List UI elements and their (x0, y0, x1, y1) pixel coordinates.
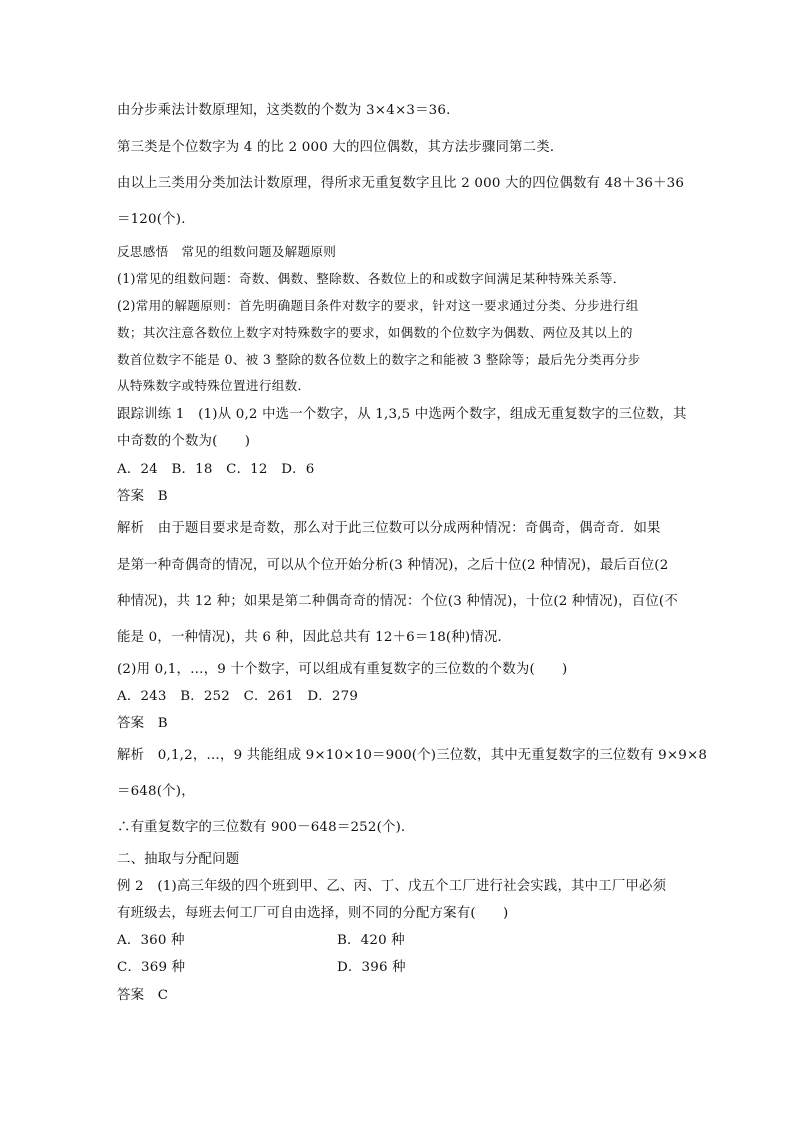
answer-options: A．243 B．252 C．261 D．279 (117, 689, 359, 704)
analysis-text: 解析 0,1,2，…，9 共能组成 9×10×10＝900(个)三位数，其中无重复数字的三位数有 9×9×8 (117, 748, 708, 763)
analysis-text: 种情况)，共 12 种；如果是第二种偶奇奇的情况：个位(3 种情况)，十位(2 种情况)，百位(不 (117, 594, 678, 609)
exercise-heading: 跟踪训练 1 (1)从 0,2 中选一个数字，从 1,3,5 中选两个数字，组成无重复数字的三位数，其 (117, 407, 687, 422)
text-line: 由以上三类用分类加法计数原理，得所求无重复数字且比 2 000 大的四位偶数有 48＋36＋36 (117, 176, 685, 191)
example-heading: 例 2 (1)高三年级的四个班到甲、乙、丙、丁、戊五个工厂进行社会实践，其中工厂甲必须 (117, 879, 667, 894)
option-b: B．420 种 (337, 933, 405, 948)
answer-label: 答案 B (117, 489, 168, 504)
option-c: C．369 种 (117, 960, 186, 975)
answer-options-row (117, 956, 406, 975)
analysis-text: 解析 由于题目要求是奇数，那么对于此三位数可以分成两种情况：奇偶奇，偶奇奇．如果 (117, 521, 661, 536)
text-line: 中奇数的个数为( ) (117, 434, 251, 449)
text-line: 数；其次注意各数位上数字对特殊数字的要求，如偶数的个位数字为偶数、两位及其以上的 (117, 325, 633, 340)
answer-label: 答案 C (117, 988, 169, 1003)
text-line: 数首位数字不能是 0、被 3 整除的数各位数上的数字之和能被 3 整除等；最后先分类再分步 (117, 352, 641, 367)
text-line: 由分步乘法计数原理知，这类数的个数为 3×4×3＝36. (117, 103, 451, 118)
answer-options: A．24 B．18 C．12 D．6 (117, 462, 315, 477)
text-line: ＝120(个)． (117, 212, 195, 227)
option-a: A．360 种 (117, 933, 185, 948)
section-heading: 二、抽取与分配问题 (117, 852, 240, 867)
text-line: 从特殊数字或特殊位置进行组数． (117, 378, 311, 393)
text-line: 第三类是个位数字为 4 的比 2 000 大的四位偶数，其方法步骤同第二类． (117, 140, 564, 155)
analysis-text: 能是 0，一种情况)，共 6 种，因此总共有 12＋6＝18(种)情况． (117, 630, 512, 645)
text-line: (2)常用的解题原则：首先明确题目条件对数字的要求，针对这一要求通过分类、分步进行组 (117, 298, 639, 313)
question-text: (2)用 0,1，…，9 十个数字，可以组成有重复数字的三位数的个数为( ) (117, 662, 568, 677)
question-text: 有班级去，每班去何工厂可自由选择，则不同的分配方案有( ) (117, 906, 509, 921)
analysis-text: ＝648(个)， (117, 784, 195, 799)
answer-label: 答案 B (117, 716, 168, 731)
answer-options-row (117, 929, 405, 948)
analysis-text: ∴有重复数字的三位数有 900－648＝252(个)． (117, 820, 415, 835)
analysis-text: 是第一种奇偶奇的情况，可以从个位开始分析(3 种情况)，之后十位(2 种情况)，最后百位(2 (117, 558, 669, 573)
option-d: D．396 种 (337, 960, 406, 975)
text-line: (1)常见的组数问题：奇数、偶数、整除数、各数位上的和或数字间满足某种特殊关系等． (117, 271, 626, 286)
reflection-heading: 反思感悟 常见的组数问题及解题原则 (117, 244, 337, 259)
